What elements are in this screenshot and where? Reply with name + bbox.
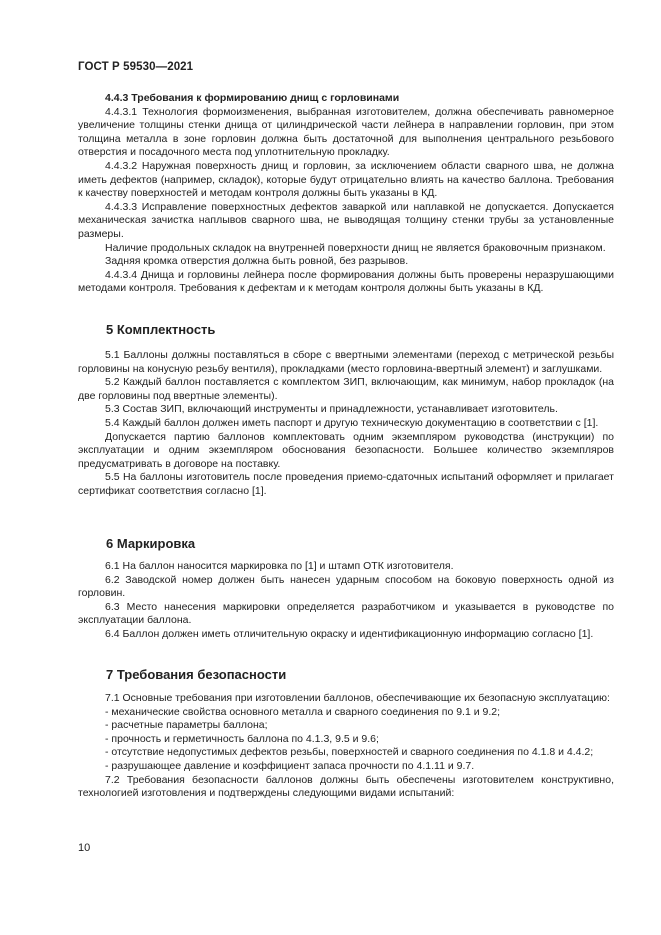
paragraph: Задняя кромка отверстия должна быть ровной, без разрывов. — [105, 255, 409, 268]
paragraph: 4.4.3.1 Технология формоизменения, выбранная изготовителем, должна обеспечивать равномерное увеличение толщины стенки днища от цилиндрической части лейнера в направлении горловин, при этом толщина металла в зоне горловин должна быть достаточной для выполнения центрального резьбового отверстия и посадочного места под уплотнительную прокладку. — [78, 105, 614, 159]
list-item: - механические свойства основного металла и сварного соединения по 9.1 и 9.2; — [105, 705, 501, 718]
section-5-body — [78, 349, 614, 499]
list-item: - отсутствие недопустимых дефектов резьбы, поверхностей и сварного соединения по 4.1.8 и 4.4.2; — [105, 746, 594, 759]
section-title: 7 Требования безопасности — [106, 667, 287, 682]
list-item: - разрушающее давление и коэффициент запаса прочности по 4.1.11 и 9.7. — [105, 759, 475, 772]
list-item: - расчетные параметры баллона; — [105, 719, 268, 732]
section-6-body — [78, 560, 614, 642]
paragraph: 5.5 На баллоны изготовитель после проведения приемо-сдаточных испытаний оформляет и прилагает сертификат соответствия согласно [1]. — [78, 471, 614, 497]
paragraph: 4.4.3.2 Наружная поверхность днищ и горловин, за исключением области сварного шва, не должна иметь дефектов (например, складок), которые будут отрицательно влиять на качество баллона. Требования к качеству поверхностей и методам контроля должны быть указаны в КД. — [78, 159, 614, 200]
paragraph: 6.2 Заводской номер должен быть нанесен ударным способом на боковую поверхность одной из горловин. — [78, 573, 614, 600]
paragraph: Наличие продольных складок на внутренней поверхности днищ не является браковочным признаком. — [105, 241, 606, 254]
paragraph: 5.1 Баллоны должны поставляться в сборе с ввертными элементами (переход с метрической резьбы горловины на конусную резьбу вентиля), прокладками (место горловина-ввертный элемент) и заглушками. — [78, 349, 614, 375]
section-7-body — [78, 692, 614, 801]
paragraph: 6.4 Баллон должен иметь отличительную окраску и идентификационную информацию согласно [1]. — [105, 627, 594, 640]
section-4-4-3 — [78, 92, 614, 296]
paragraph: 5.3 Состав ЗИП, включающий инструменты и принадлежности, устанавливает изготовитель. — [105, 403, 558, 416]
subsection-title: 4.4.3 Требования к формированию днищ с горловинами — [105, 92, 400, 104]
section-title: 5 Комплектность — [106, 322, 216, 337]
paragraph: 6.1 На баллон наносится маркировка по [1] и штамп ОТК изготовителя. — [105, 560, 454, 572]
paragraph: 6.3 Место нанесения маркировки определяется разработчиком и указывается в руководстве по эксплуатации баллона. — [78, 600, 614, 627]
paragraph: Допускается партию баллонов комплектовать одним экземпляром руководства (инструкции) по эксплуатации и одним экземпляром обоснования безопасности. Большее количество экземпляров предусматривать в договоре на поставку. — [78, 430, 614, 470]
document-header: ГОСТ Р 59530—2021 — [78, 61, 194, 73]
list-item: - прочность и герметичность баллона по 4.1.3, 9.5 и 9.6; — [105, 732, 379, 745]
paragraph: 7.2 Требования безопасности баллонов должны быть обеспечены изготовителем конструктивно, технологией изготовления и подтверждены следующими видами испытаний: — [78, 773, 614, 800]
paragraph: 4.4.3.4 Днища и горловины лейнера после формирования должны быть проверены неразрушающими методами контроля. Требования к дефектам и к методам контроля должны быть указаны в КД. — [78, 268, 614, 295]
page-number: 10 — [78, 842, 91, 854]
paragraph: 5.2 Каждый баллон поставляется с комплектом ЗИП, включающим, как минимум, набор прокладок (на две горловины под ввертные элементы). — [78, 376, 614, 402]
section-title: 6 Маркировка — [106, 536, 196, 551]
paragraph: 7.1 Основные требования при изготовлении баллонов, обеспечивающие их безопасную эксплуатацию: — [105, 692, 610, 704]
paragraph: 5.4 Каждый баллон должен иметь паспорт и другую техническую документацию в соответствии с [1]. — [105, 416, 599, 429]
paragraph: 4.4.3.3 Исправление поверхностных дефектов заваркой или наплавкой не допускается. Допускается механическая зачистка наплывов сварного шва, не выводящая толщину стенки трубы за установленные размеры. — [78, 200, 614, 240]
